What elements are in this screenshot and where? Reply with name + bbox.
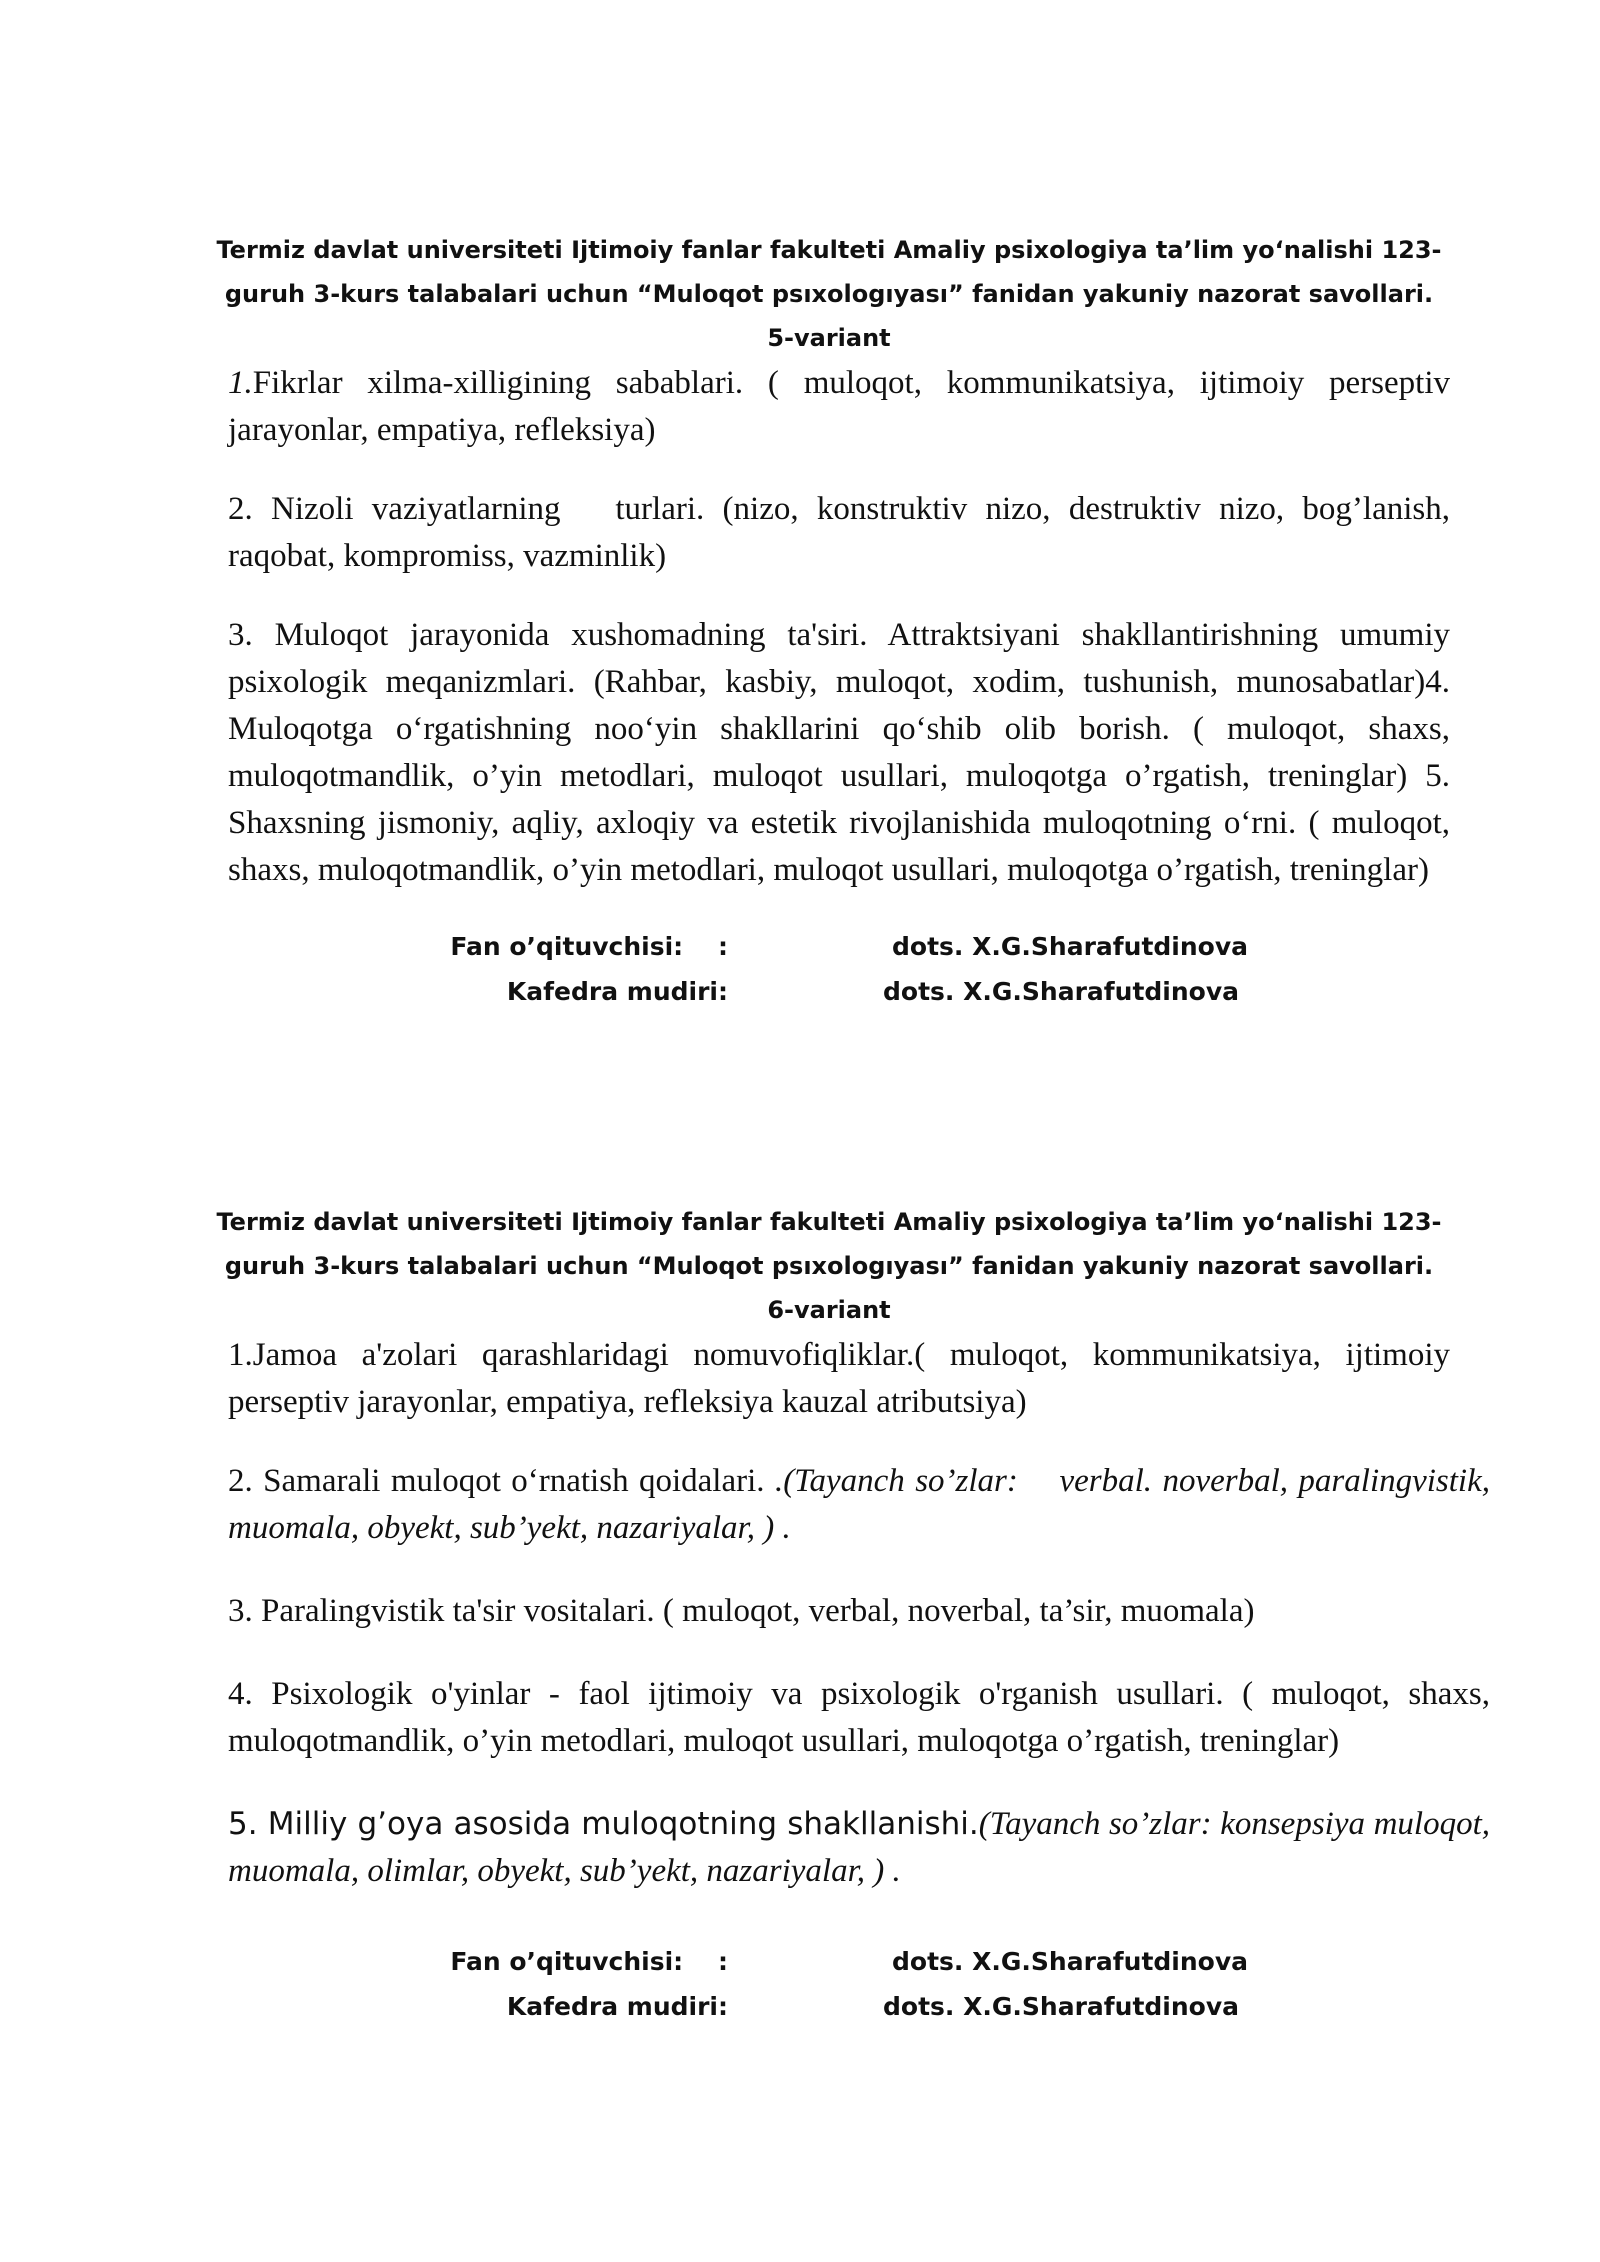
variant-5-header [208,228,1450,360]
question-5-text: 5. Milliy g’oya asosida muloqotning shakllanishi. [228,1806,979,1842]
teacher-signature-row [228,1939,1490,1984]
signatures [228,1939,1490,2029]
question-2-keywords: .(Tayanch so’zlar: verbal. noverbal, paralingvistik, muomala, obyekt, sub’yekt, nazariyalar, ) . [228,1463,1507,1546]
question-1: 1.Jamoa a'zolari qarashlaridagi nomuvofiqliklar.( muloqot, kommunikatsiya, ijtimoiy perseptiv jarayonlar, empatiya, refleksiya kauzal atributsiya) [228,1337,1450,1420]
question-2-text: 2. Samarali muloqot o‘rnatish qoidalari. [228,1463,775,1499]
question-1-text: Fikrlar xilma-xilligining sabablari. ( muloqot, kommunikatsiya, ijtimoiy perseptiv jarayonlar, empatiya, refleksiya) [228,365,1450,448]
variant-6-block [216,1200,1507,2029]
header-line-3: 5-variant [767,324,891,352]
header-line-3: 6-variant [767,1296,891,1324]
head-label: Kafedra mudiri: [506,977,728,1006]
signatures [228,924,1450,1014]
variant-6-header [208,1200,1450,1332]
question-2: 2. Nizoli vaziyatlarning turlari. (nizo, konstruktiv nizo, destruktiv nizo, bog’lanish, raqobat, kompromiss, vazminlik) [228,491,1459,574]
head-signature-row [228,1984,1490,2029]
teacher-name: dots. X.G.Sharafutdinova [892,932,1248,961]
variant-5-block [216,228,1459,1014]
question-1-number: 1. [228,365,253,401]
head-label: Kafedra mudiri: [506,1992,728,2021]
head-signature-row [228,969,1450,1014]
teacher-name: dots. X.G.Sharafutdinova [892,1947,1248,1976]
header-line-1: Termiz davlat universiteti Ijtimoiy fanlar fakulteti Amaliy psixologiya ta’lim yo‘nalishi 123- [216,236,1442,264]
teacher-label: Fan o’qituvchisi: : [450,1947,728,1976]
header-line-2: guruh 3-kurs talabalari uchun “Muloqot psıxologıyası” fanidan yakuniy nazorat savollari. [224,280,1434,308]
header-line-1: Termiz davlat universiteti Ijtimoiy fanlar fakulteti Amaliy psixologiya ta’lim yo‘nalishi 123- [216,1208,1442,1236]
question-3: 3. Muloqot jarayonida xushomadning ta'siri. Attraktsiyani shakllantirishning umumiy psixologik meqanizmlari. (Rahbar, kasbiy, muloqot, xodim, tushunish, munosabatlar)4. Muloqotga o‘rgatishning noo‘yin shakllarini qo‘shib olib borish. ( muloqot, shaxs, muloqotmandlik, o’yin metodlari, muloqot usullari, muloqotga o’rgatish, treninglar) 5. Shaxsning jismoniy, aqliy, axloqiy va estetik rivojlanishida muloqotning o‘rni. ( muloqot, shaxs, muloqotmandlik, o’yin metodlari, muloqot usullari, muloqotga o’rgatish, treninglar) [228,617,1450,888]
question-2 [228,1458,1507,1552]
question-4: 4. Psixologik o'yinlar - faol ijtimoiy va psixologik o'rganish usullari. ( muloqot, shaxs, muloqotmandlik, o’yin metodlari, muloqot usullari, muloqotga o’rgatish, treninglar) [228,1676,1490,1759]
head-name: dots. X.G.Sharafutdinova [883,1992,1239,2021]
question-5 [228,1801,1490,1895]
head-name: dots. X.G.Sharafutdinova [883,977,1239,1006]
question-1 [228,360,1450,454]
question-5-keywords: (Tayanch so’zlar: konsepsiya muloqot, muomala, olimlar, obyekt, sub’yekt, nazariyalar, ) . [228,1806,1490,1889]
header-line-2: guruh 3-kurs talabalari uchun “Muloqot psıxologıyası” fanidan yakuniy nazorat savollari. [224,1252,1434,1280]
teacher-label: Fan o’qituvchisi: : [450,932,728,961]
teacher-signature-row [228,924,1450,969]
question-3: 3. Paralingvistik ta'sir vositalari. ( muloqot, verbal, noverbal, ta’sir, muomala) [228,1593,1255,1629]
